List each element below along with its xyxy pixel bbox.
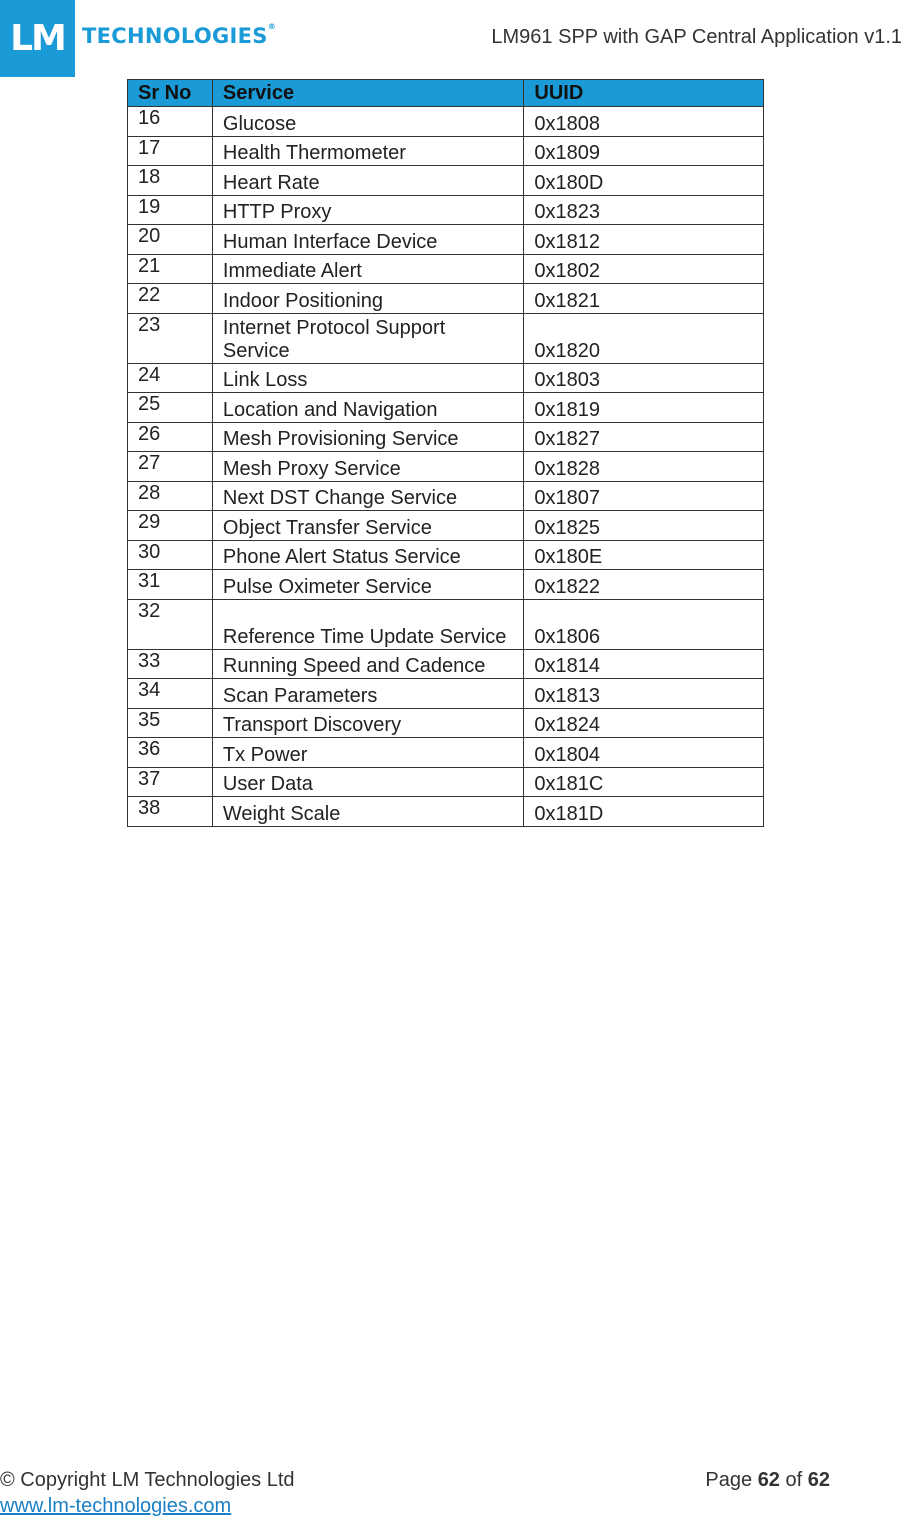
row-service-cell: Phone Alert Status Service <box>212 540 524 570</box>
row-service-cell: Indoor Positioning <box>212 284 524 314</box>
row-sr-no-cell: 32 <box>128 599 213 649</box>
row-uuid-cell: 0x1825 <box>524 511 764 541</box>
row-sr-no-cell: 18 <box>128 166 213 196</box>
header-sr-no: Sr No <box>128 80 213 107</box>
table-row <box>128 767 764 797</box>
row-service-cell: Location and Navigation <box>212 393 524 423</box>
table-row <box>128 284 764 314</box>
company-logo-text: TECHNOLOGIES® <box>82 22 277 48</box>
row-service-cell: Glucose <box>212 107 524 137</box>
registered-mark: ® <box>267 22 277 31</box>
row-service-cell: Human Interface Device <box>212 225 524 255</box>
table-row <box>128 481 764 511</box>
row-service-cell: Pulse Oximeter Service <box>212 570 524 600</box>
row-service-cell: Running Speed and Cadence <box>212 649 524 679</box>
table-row <box>128 254 764 284</box>
row-uuid-cell: 0x1809 <box>524 136 764 166</box>
services-table <box>127 79 764 827</box>
row-service-cell: Reference Time Update Service <box>212 599 524 649</box>
table-row <box>128 540 764 570</box>
row-sr-no-cell: 33 <box>128 649 213 679</box>
page-of: of <box>785 1469 803 1491</box>
row-sr-no-cell: 16 <box>128 107 213 137</box>
row-uuid-cell: 0x1804 <box>524 738 764 768</box>
row-sr-no-cell: 20 <box>128 225 213 255</box>
row-service-cell: Internet Protocol Support Service <box>212 313 524 363</box>
table-header-row <box>128 80 764 107</box>
row-uuid-cell: 0x1828 <box>524 452 764 482</box>
row-service-cell: Mesh Provisioning Service <box>212 422 524 452</box>
row-uuid-cell: 0x1803 <box>524 363 764 393</box>
row-sr-no-cell: 19 <box>128 195 213 225</box>
row-service-cell: Next DST Change Service <box>212 481 524 511</box>
row-sr-no-cell: 26 <box>128 422 213 452</box>
row-sr-no-cell: 34 <box>128 679 213 709</box>
table-row <box>128 313 764 363</box>
row-sr-no-cell: 17 <box>128 136 213 166</box>
row-service-cell: Object Transfer Service <box>212 511 524 541</box>
table-row <box>128 599 764 649</box>
row-service-cell: Health Thermometer <box>212 136 524 166</box>
row-sr-no-cell: 37 <box>128 767 213 797</box>
row-service-cell: Transport Discovery <box>212 708 524 738</box>
row-sr-no-cell: 30 <box>128 540 213 570</box>
row-sr-no-cell: 24 <box>128 363 213 393</box>
row-uuid-cell: 0x1821 <box>524 284 764 314</box>
row-sr-no-cell: 38 <box>128 797 213 827</box>
table-row <box>128 107 764 137</box>
document-title: LM961 SPP with GAP Central Application v1.1 <box>491 26 902 48</box>
row-uuid-cell: 0x1822 <box>524 570 764 600</box>
row-uuid-cell: 0x180D <box>524 166 764 196</box>
row-sr-no-cell: 35 <box>128 708 213 738</box>
row-sr-no-cell: 25 <box>128 393 213 423</box>
table-row <box>128 649 764 679</box>
table-row <box>128 738 764 768</box>
row-service-cell: User Data <box>212 767 524 797</box>
header-uuid: UUID <box>524 80 764 107</box>
page-prefix: Page <box>705 1469 753 1491</box>
row-uuid-cell: 0x1802 <box>524 254 764 284</box>
row-uuid-cell: 0x181C <box>524 767 764 797</box>
footer-page-number <box>705 1469 830 1492</box>
row-sr-no-cell: 22 <box>128 284 213 314</box>
row-uuid-cell: 0x1820 <box>524 313 764 363</box>
row-uuid-cell: 0x1808 <box>524 107 764 137</box>
row-uuid-cell: 0x180E <box>524 540 764 570</box>
row-uuid-cell: 0x1813 <box>524 679 764 709</box>
row-uuid-cell: 0x181D <box>524 797 764 827</box>
table-row <box>128 570 764 600</box>
footer-copyright: © Copyright LM Technologies Ltd <box>0 1469 295 1491</box>
table-row <box>128 452 764 482</box>
table-row <box>128 225 764 255</box>
table-row <box>128 679 764 709</box>
row-sr-no-cell: 23 <box>128 313 213 363</box>
row-sr-no-cell: 36 <box>128 738 213 768</box>
row-sr-no-cell: 29 <box>128 511 213 541</box>
page-current: 62 <box>757 1469 780 1491</box>
table-row <box>128 166 764 196</box>
table-row <box>128 393 764 423</box>
row-uuid-cell: 0x1812 <box>524 225 764 255</box>
table-row <box>128 708 764 738</box>
row-uuid-cell: 0x1823 <box>524 195 764 225</box>
row-sr-no-cell: 31 <box>128 570 213 600</box>
row-sr-no-cell: 27 <box>128 452 213 482</box>
row-service-cell: Scan Parameters <box>212 679 524 709</box>
table-row <box>128 511 764 541</box>
table-row <box>128 797 764 827</box>
page-total: 62 <box>807 1469 830 1491</box>
footer-website-link[interactable]: www.lm-technologies.com <box>0 1495 232 1517</box>
row-uuid-cell: 0x1814 <box>524 649 764 679</box>
row-uuid-cell: 0x1807 <box>524 481 764 511</box>
row-service-cell: Immediate Alert <box>212 254 524 284</box>
row-uuid-cell: 0x1806 <box>524 599 764 649</box>
table-row <box>128 195 764 225</box>
row-uuid-cell: 0x1824 <box>524 708 764 738</box>
table-body <box>128 107 764 827</box>
row-service-cell: Heart Rate <box>212 166 524 196</box>
row-sr-no-cell: 28 <box>128 481 213 511</box>
table-row <box>128 363 764 393</box>
table-row <box>128 136 764 166</box>
row-service-cell: Tx Power <box>212 738 524 768</box>
row-service-cell: Mesh Proxy Service <box>212 452 524 482</box>
header-service: Service <box>212 80 524 107</box>
company-logo-mark: LM <box>0 0 75 77</box>
row-service-cell: HTTP Proxy <box>212 195 524 225</box>
row-uuid-cell: 0x1827 <box>524 422 764 452</box>
row-service-cell: Link Loss <box>212 363 524 393</box>
row-uuid-cell: 0x1819 <box>524 393 764 423</box>
table-row <box>128 422 764 452</box>
row-service-cell: Weight Scale <box>212 797 524 827</box>
row-sr-no-cell: 21 <box>128 254 213 284</box>
